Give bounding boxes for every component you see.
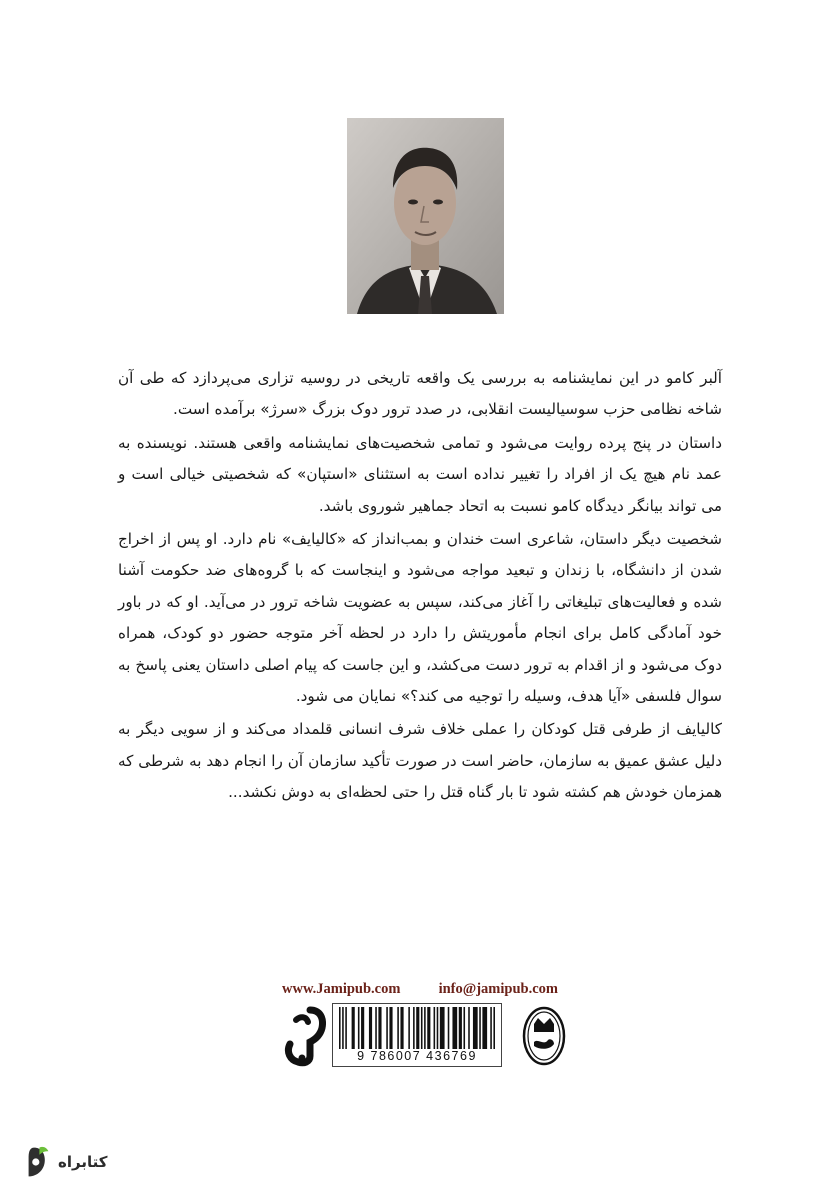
barcode-bar bbox=[408, 1007, 410, 1049]
barcode-bar bbox=[459, 1007, 462, 1049]
store-brand-name: کتابراه bbox=[58, 1153, 108, 1171]
barcode-bar bbox=[479, 1007, 481, 1049]
synopsis-paragraph-4: کالیایف از طرفی قتل کودکان را عملی خلاف شرف انسانی قلمداد می‌کند و از سویی دیگر به دلیل عشق عمیق به سازمان، حاضر است در صورت تأکید سازمان آن را انجام دهد به شرطی که همزمان خودش هم کشته شود تا بار گناه قتل را حتی لحظه‌ای به دوش نکشد... bbox=[118, 720, 722, 802]
isbn-number: 9 786007 436769 bbox=[357, 1049, 477, 1063]
publisher-contact bbox=[282, 981, 558, 998]
barcode-bar bbox=[345, 1007, 347, 1049]
barcode-bar bbox=[452, 1007, 457, 1049]
barcode-bar bbox=[378, 1007, 381, 1049]
barcode-bar bbox=[427, 1007, 430, 1049]
barcode-bar bbox=[352, 1007, 355, 1049]
barcode-bar bbox=[490, 1007, 492, 1049]
barcode-bar bbox=[397, 1007, 399, 1049]
author-photo bbox=[347, 118, 504, 314]
barcode-bar bbox=[389, 1007, 392, 1049]
barcode-bar bbox=[437, 1007, 439, 1049]
barcode-bar bbox=[342, 1007, 344, 1049]
website-link[interactable]: www.Jamipub.com bbox=[282, 981, 401, 997]
barcode-bar bbox=[400, 1007, 403, 1049]
barcode-bar bbox=[448, 1007, 450, 1049]
barcode-bar bbox=[482, 1007, 487, 1049]
jami-logo-icon bbox=[280, 1006, 326, 1068]
barcode-bar bbox=[424, 1007, 426, 1049]
ketabrah-logo-icon bbox=[16, 1144, 52, 1180]
synopsis-paragraph-2: داستان در پنج پرده روایت می‌شود و تمامی شخصیت‌های نمایشنامه واقعی هستند. نویسنده به عمد نام هیچ یک از افراد را تغییر نداده است به استثنای «استپان» که شخصیتی خیالی است و می‌ تواند بیانگر دیدگاه کامو نسبت به اتحاد جماهیر شوروی باشد. bbox=[118, 433, 722, 515]
barcode-bar bbox=[440, 1007, 445, 1049]
barcode-bar bbox=[375, 1007, 377, 1049]
email-link[interactable]: info@jamipub.com bbox=[438, 981, 558, 997]
barcode-bar bbox=[468, 1007, 470, 1049]
synopsis-paragraph-1: آلبر کامو در این نمایشنامه به بررسی یک واقعه تاریخی در روسیه تزاری می‌پردازد که طی آن شاخه نظامی حزب سوسیالیست انقلابی، در صدد ترور دوک بزرگ «سرژ» برآمده است. bbox=[118, 369, 722, 419]
barcode-bar bbox=[434, 1007, 436, 1049]
barcode-bar bbox=[421, 1007, 423, 1049]
barcode-bar bbox=[413, 1007, 415, 1049]
barcode-bar bbox=[361, 1007, 364, 1049]
barcode-bar bbox=[386, 1007, 388, 1049]
barcode-bar bbox=[358, 1007, 360, 1049]
back-cover-synopsis bbox=[118, 363, 722, 811]
synopsis-paragraph-3: شخصیت دیگر داستان، شاعری است خندان و بمب‌انداز که «کالیایف» نام دارد. او پس از اخراج شدن از دانشگاه، با زندان و تبعید مواجه می‌شود و اینجاست که با گروه‌های ضد حکومت آشنا شده و فعالیت‌های تبلیغاتی را آغاز می‌کند، سپس به عضویت شاخه ترور در می‌آید. او که در باور خود آمادگی کامل برای انجام مأموریتش را دارد در لحظه آخر متوجه حضور دو کودک، همراه دوک می‌شود و از اقدام به ترور دست می‌کشد، و این جاست که پیام اصلی داستان یعنی پاسخ به سوال فلسفی «آیا هدف، وسیله را توجیه می کند؟» نمایان می شود. bbox=[118, 530, 722, 706]
barcode-bar bbox=[416, 1007, 419, 1049]
barcode-bar bbox=[339, 1007, 341, 1049]
seal-logo-icon bbox=[522, 1006, 566, 1066]
barcode-bar bbox=[493, 1007, 495, 1049]
barcode-bar bbox=[463, 1007, 465, 1049]
barcode-bar bbox=[369, 1007, 372, 1049]
ketabrah-brand bbox=[16, 1143, 136, 1181]
barcode-bar bbox=[473, 1007, 478, 1049]
